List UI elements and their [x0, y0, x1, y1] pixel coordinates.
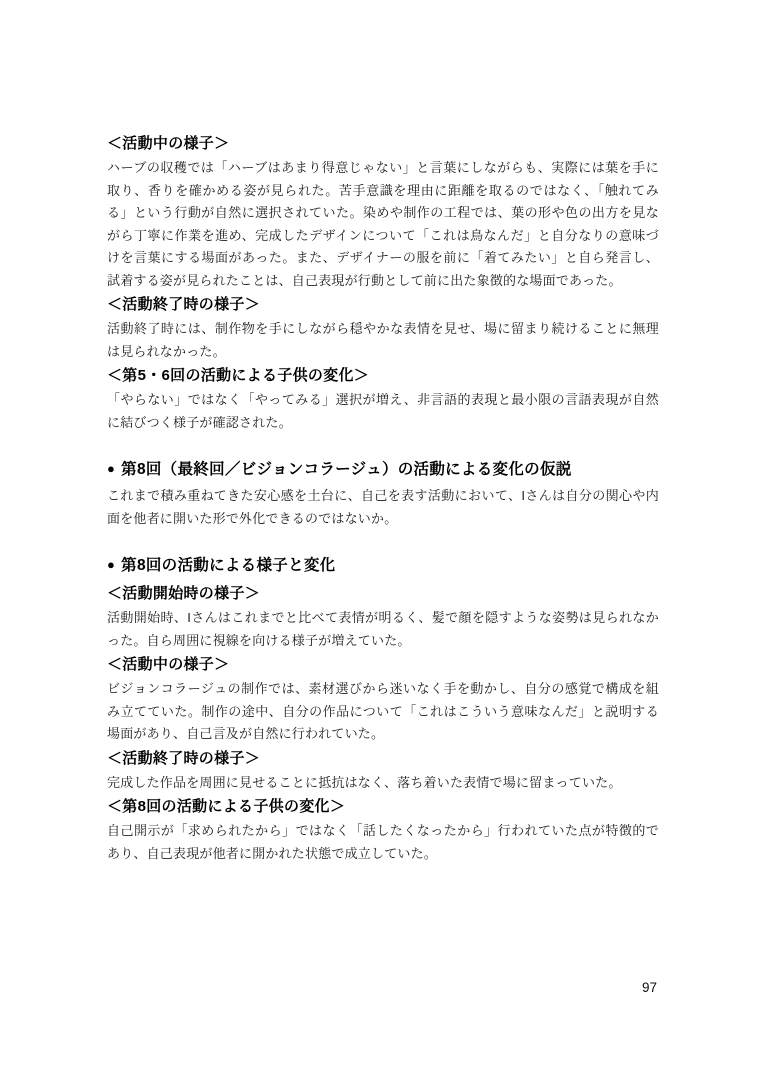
- heading-label-session8-observation: 第8回の活動による様子と変化: [121, 557, 336, 574]
- section-heading-activity-during-1: ＜活動中の様子＞: [107, 135, 230, 152]
- section-heading-session8-change: ＜第8回の活動による子供の変化＞: [107, 798, 346, 815]
- heading-label-session8-hypothesis: 第8回（最終回／ビジョンコラージュ）の活動による変化の仮説: [121, 461, 572, 478]
- bullet-icon: ●: [107, 461, 116, 476]
- paragraph-session8-hypothesis: これまで積み重ねてきた安心感を土台に、自己を表す活動において、Iさんは自分の関心や内面を他者に開いた形で外化できるのではないか。: [107, 488, 659, 526]
- paragraph-activity-start-8: 活動開始時、Iさんはこれまでと比べて表情が明るく、髪で顔を隠すような姿勢は見られなかった。自ら周囲に視線を向ける様子が増えていた。: [107, 610, 659, 648]
- paragraph-session8-change: 自己開示が「求められたから」ではなく「話したくなったから」行われていた点が特徴的であり、自己表現が他者に開かれた状態で成立していた。: [107, 823, 659, 861]
- paragraph-activity-end-1: 活動終了時には、制作物を手にしながら穏やかな表情を見せ、場に留まり続けることに無理は見られなかった。: [107, 321, 659, 359]
- section-heading-activity-during-8: ＜活動中の様子＞: [107, 656, 230, 673]
- section-heading-session8-hypothesis: [107, 458, 659, 482]
- document-content: [107, 131, 659, 865]
- paragraph-activity-end-8: 完成した作品を周囲に見せることに抵抗はなく、落ち着いた表情で場に留まっていた。: [107, 774, 622, 790]
- section-heading-activity-end-1: ＜活動終了時の様子＞: [107, 296, 261, 313]
- bullet-icon: ●: [107, 557, 116, 572]
- page-number: 97: [641, 980, 657, 995]
- paragraph-activity-during-1: ハーブの収穫では「ハーブはあまり得意じゃない」と言葉にしながらも、実際には葉を手に取り、香りを確かめる姿が見られた。苦手意識を理由に距離を取るのではなく、「触れてみる」という行動が自然に選択されていた。染めや制作の工程では、葉の形や色の出方を見ながら丁寧に作業を進め、完成したデザインについて「これは鳥なんだ」と自分なりの意味づけを言葉にする場面があった。また、デザイナーの服を前に「着てみたい」と自ら発言し、試着する姿が見られたことは、自己表現が行動として前に出た象徴的な場面であった。: [107, 160, 659, 288]
- section-heading-activity-start-8: ＜活動開始時の様子＞: [107, 585, 261, 602]
- paragraph-activity-during-8: ビジョンコラージュの制作では、素材選びから迷いなく手を動かし、自分の感覚で構成を組み立てていた。制作の途中、自分の作品について「これはこういう意味なんだ」と説明する場面があり、自己言及が自然に行われていた。: [107, 681, 659, 741]
- section-heading-session5-6-change: ＜第5・6回の活動による子供の変化＞: [107, 367, 370, 384]
- section-heading-session8-observation: [107, 554, 659, 578]
- paragraph-session5-6-change: 「やらない」ではなく「やってみる」選択が増え、非言語的表現と最小限の言語表現が自然に結びつく様子が確認された。: [107, 392, 659, 430]
- section-heading-activity-end-8: ＜活動終了時の様子＞: [107, 749, 261, 767]
